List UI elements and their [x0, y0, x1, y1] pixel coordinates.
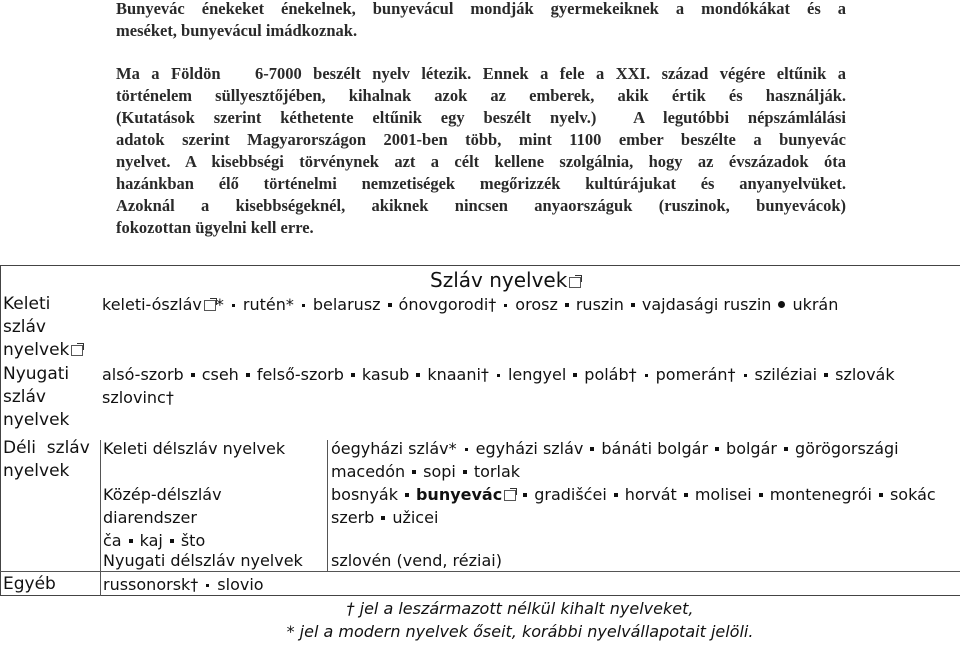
paragraph-line: történelem süllyesztőjében, kihalnak azok az emberek, akik értik és használják.: [116, 86, 846, 105]
subgroup-items-central: [331, 483, 936, 529]
lang-link[interactable]: montenegrói: [769, 485, 872, 504]
separator-icon: [784, 447, 788, 451]
group-label-other: Egyéb: [3, 574, 56, 594]
lang-link[interactable]: poláb†: [584, 365, 637, 384]
label-line: Déli szláv: [3, 438, 90, 458]
separator-icon: [614, 493, 618, 497]
paragraph-line: fokozottan ügyelni kell erre.: [116, 218, 314, 237]
label-line: Nyugati: [3, 364, 70, 384]
paragraph-line: nyelvet. A kisebbségi törvénynek azt a célt kellene szolgálnia, hogy az évszázadok óta: [116, 152, 846, 171]
separator-icon: [170, 539, 174, 543]
lang-link[interactable]: pomerán†: [655, 365, 736, 384]
separator-icon: [879, 493, 883, 497]
separator-icon: [684, 493, 688, 497]
separator-icon: [778, 301, 785, 308]
separator-icon: [129, 539, 133, 543]
subgroup-label-central: [103, 483, 222, 552]
slavic-languages-navbox: [0, 265, 960, 597]
lang-link[interactable]: felső-szorb: [256, 365, 344, 384]
lang-link[interactable]: cseh: [201, 365, 239, 384]
separator-icon: [645, 374, 648, 377]
separator-icon: [497, 374, 500, 377]
main-paragraph: [116, 63, 846, 239]
group-items-other: [103, 573, 264, 596]
lang-link-current[interactable]: bunyevác: [415, 485, 503, 504]
lang-link[interactable]: alsó-szorb: [102, 365, 184, 384]
lang-link[interactable]: sziléziai: [754, 365, 818, 384]
separator-icon: [351, 373, 355, 377]
separator-icon: [405, 493, 409, 497]
separator-icon: [824, 373, 828, 377]
paragraph-line: Azoknál a kisebbségeknél, akiknek nincsen anyaországuk (ruszinok, bunyevácok): [116, 196, 846, 215]
lang-link[interactable]: szlovinc†: [102, 388, 174, 407]
separator-icon: [759, 493, 763, 497]
paragraph-line: adatok szerint Magyarországon 2001-ben több, mint 1100 ember beszélte a bunyevác: [116, 130, 846, 149]
column-divider: [100, 440, 101, 596]
lang-link[interactable]: belarusz: [312, 295, 381, 314]
separator-icon: [388, 303, 392, 307]
lang-link[interactable]: gradišćei: [534, 485, 607, 504]
label-line: szláv: [3, 317, 46, 337]
paragraph-line: Bunyevác énekeket énekelnek, bunyevácul mondják gyermekeiknek a mondókákat és a: [116, 0, 846, 18]
separator-icon: [504, 304, 507, 307]
lang-link[interactable]: ukrán: [792, 295, 839, 314]
lang-link[interactable]: egyházi szláv: [475, 439, 584, 458]
lang-link[interactable]: vajdasági ruszin: [641, 295, 772, 314]
separator-icon: [463, 470, 467, 474]
lang-link[interactable]: orosz: [515, 295, 558, 314]
lang-link[interactable]: szerb: [331, 508, 375, 527]
footnote-line: † jel a leszármazott nélkül kihalt nyelveket,: [346, 599, 694, 618]
separator-icon: [191, 373, 195, 377]
lang-link[interactable]: szlovák: [835, 365, 895, 384]
separator-icon: [302, 304, 305, 307]
footnote-line: * jel a modern nyelvek őseit, korábbi nyelvállapotait jelöli.: [286, 622, 754, 641]
subgroup-label-western: Nyugati délszláv nyelvek: [103, 551, 303, 570]
lang-link[interactable]: görögországi: [794, 439, 899, 458]
lang-link[interactable]: horvát: [624, 485, 677, 504]
lang-link[interactable]: russonorsk†: [103, 575, 199, 594]
lang-link[interactable]: bánáti bolgár: [601, 439, 709, 458]
lang-link[interactable]: kasub: [361, 365, 410, 384]
separator-icon: [465, 448, 468, 451]
lang-link[interactable]: bolgár: [726, 439, 777, 458]
external-link-icon: [204, 300, 216, 311]
lang-link[interactable]: szlovén (vend, réziai): [331, 551, 502, 570]
lang-link[interactable]: sokác: [889, 485, 936, 504]
lang-link[interactable]: slovio: [217, 575, 264, 594]
lang-link[interactable]: keleti-ószláv: [102, 295, 202, 314]
separator-icon: [744, 374, 747, 377]
separator-icon: [232, 304, 235, 307]
lang-link[interactable]: bosnyák: [331, 485, 398, 504]
paragraph-line: (Kutatások szerint kéthetente eltűnik egy beszélt nyelv.) A legutóbbi népszámlálási: [116, 108, 846, 127]
label-line: diarendszer: [103, 508, 197, 527]
paragraph-line: Ma a Földön 6-7000 beszélt nyelv létezik. Ennek a fele a XXI. század végére eltűnik a: [116, 64, 846, 83]
lang-link[interactable]: kaj: [139, 531, 163, 550]
separator-icon: [523, 493, 527, 497]
lang-link[interactable]: užicei: [392, 508, 439, 527]
separator-icon: [381, 516, 385, 520]
group-label-west: [3, 363, 69, 432]
label-line: nyelvek: [3, 339, 83, 362]
separator-icon: [565, 303, 569, 307]
separator-icon: [631, 303, 635, 307]
lang-link[interactable]: torlak: [473, 462, 521, 481]
paragraph-line: hazánkban élő történelmi nemzetiségek megőrizzék kultúrájukat és anyanyelvüket.: [116, 174, 846, 193]
subgroup-items-eastern: [331, 437, 899, 483]
subgroup-label-eastern: Keleti délszláv nyelvek: [103, 439, 286, 458]
lang-link[interactable]: rutén*: [242, 295, 294, 314]
separator-icon: [416, 373, 420, 377]
lang-link[interactable]: lengyel: [507, 365, 567, 384]
lang-link[interactable]: ruszin: [575, 295, 624, 314]
lang-link[interactable]: molisei: [694, 485, 752, 504]
lang-link[interactable]: macedón: [331, 462, 406, 481]
lang-link[interactable]: ča: [103, 531, 122, 550]
separator-icon: [590, 447, 594, 451]
separator-icon: [715, 447, 719, 451]
group-label-east[interactable]: [3, 293, 83, 362]
footnotes: [0, 597, 960, 643]
ancestor-marker: *: [215, 295, 224, 314]
label-line: Keleti: [3, 294, 51, 314]
label-line: szláv: [3, 387, 46, 407]
external-link-icon: [569, 277, 581, 288]
label-line: nyelvek: [3, 410, 70, 430]
lang-link[interactable]: óegyházi szláv*: [331, 439, 457, 458]
separator-icon: [573, 373, 577, 377]
group-items-west: [102, 363, 895, 409]
external-link-icon: [71, 345, 83, 356]
group-label-south: [3, 437, 90, 483]
lang-link[interactable]: sopi: [423, 462, 456, 481]
lang-link[interactable]: knaani†: [427, 365, 489, 384]
group-items-east: [102, 293, 838, 316]
separator-icon: [246, 373, 250, 377]
intro-paragraph: [116, 0, 846, 42]
separator-icon: [412, 470, 416, 474]
external-link-icon: [504, 490, 516, 501]
lang-link[interactable]: ónovgorodi†: [398, 295, 497, 314]
label-line: nyelvek: [3, 461, 70, 481]
subgroup-items-western: [331, 549, 502, 572]
column-divider: [327, 440, 328, 571]
label-line: Közép-délszláv: [103, 485, 222, 504]
separator-icon: [206, 584, 209, 587]
paragraph-line: meséket, bunyevácul imádkoznak.: [116, 21, 358, 40]
navbox-title[interactable]: Szláv nyelvek: [430, 268, 581, 292]
lang-link[interactable]: što: [180, 531, 206, 550]
